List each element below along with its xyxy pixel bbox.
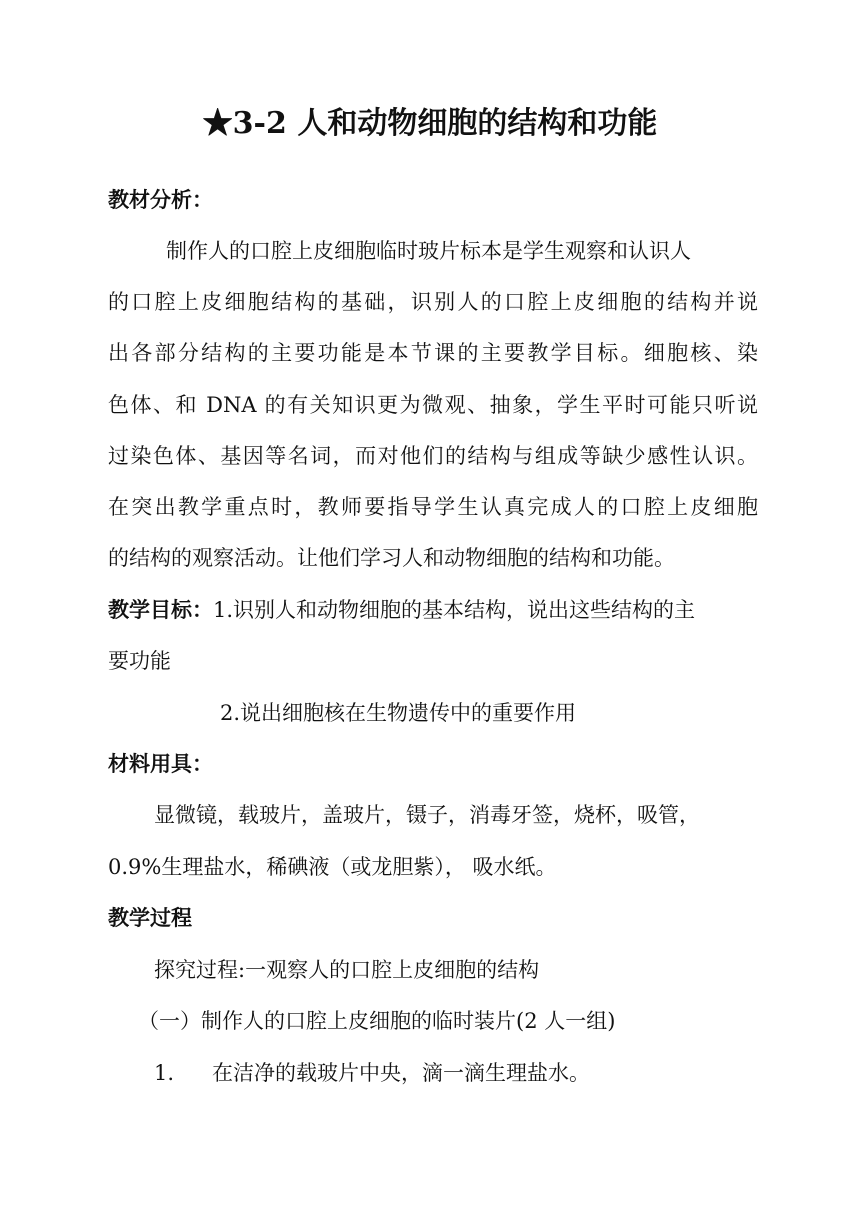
analysis-line-5: 过染色体、基因等名词，而对他们的结构与组成等缺少感性认识。 [108,444,758,468]
analysis-line-7: 的结构的观察活动。让他们学习人和动物细胞的结构和功能。 [108,546,675,570]
process-section-1: （一）制作人的口腔上皮细胞的临时装片(2 人一组) [138,1009,616,1033]
materials-line-1: 显微镜，载玻片，盖玻片，镊子，消毒牙签，烧杯，吸管， [154,803,700,827]
analysis-line-2: 的口腔上皮细胞结构的基础，识别人的口腔上皮细胞的结构并说 [108,290,758,314]
analysis-line-1: 制作人的口腔上皮细胞临时玻片标本是学生观察和认识人 [166,239,691,263]
analysis-line-6: 在突出教学重点时，教师要指导学生认真完成人的口腔上皮细胞 [108,495,758,519]
step-1-number: 1. [154,1061,175,1085]
objective-1-text: 1.识别人和动物细胞的基本结构，说出这些结构的主 [213,598,696,622]
objectives-heading: 教学目标： [108,597,213,622]
objective-1-continuation: 要功能 [108,649,171,673]
objective-2-text: 2.说出细胞核在生物遗传中的重要作用 [220,701,577,725]
materials-heading: 材料用具： [108,751,213,776]
step-1-text: 在洁净的载玻片中央，滴一滴生理盐水。 [212,1061,590,1085]
objectives-row-1 [108,595,695,625]
process-heading: 教学过程 [108,905,192,930]
materials-line-2: 0.9%生理盐水，稀碘液（或龙胆紫）， 吸水纸。 [108,855,557,879]
analysis-line-3: 出各部分结构的主要功能是本节课的主要教学目标。细胞核、染 [108,341,758,365]
process-intro: 探究过程:一观察人的口腔上皮细胞的结构 [154,958,540,982]
analysis-heading: 教材分析： [108,187,213,212]
analysis-line-4: 色体、和 DNA 的有关知识更为微观、抽象，学生平时可能只听说 [108,393,758,417]
document-title: ★3-2 人和动物细胞的结构和功能 [202,106,658,141]
